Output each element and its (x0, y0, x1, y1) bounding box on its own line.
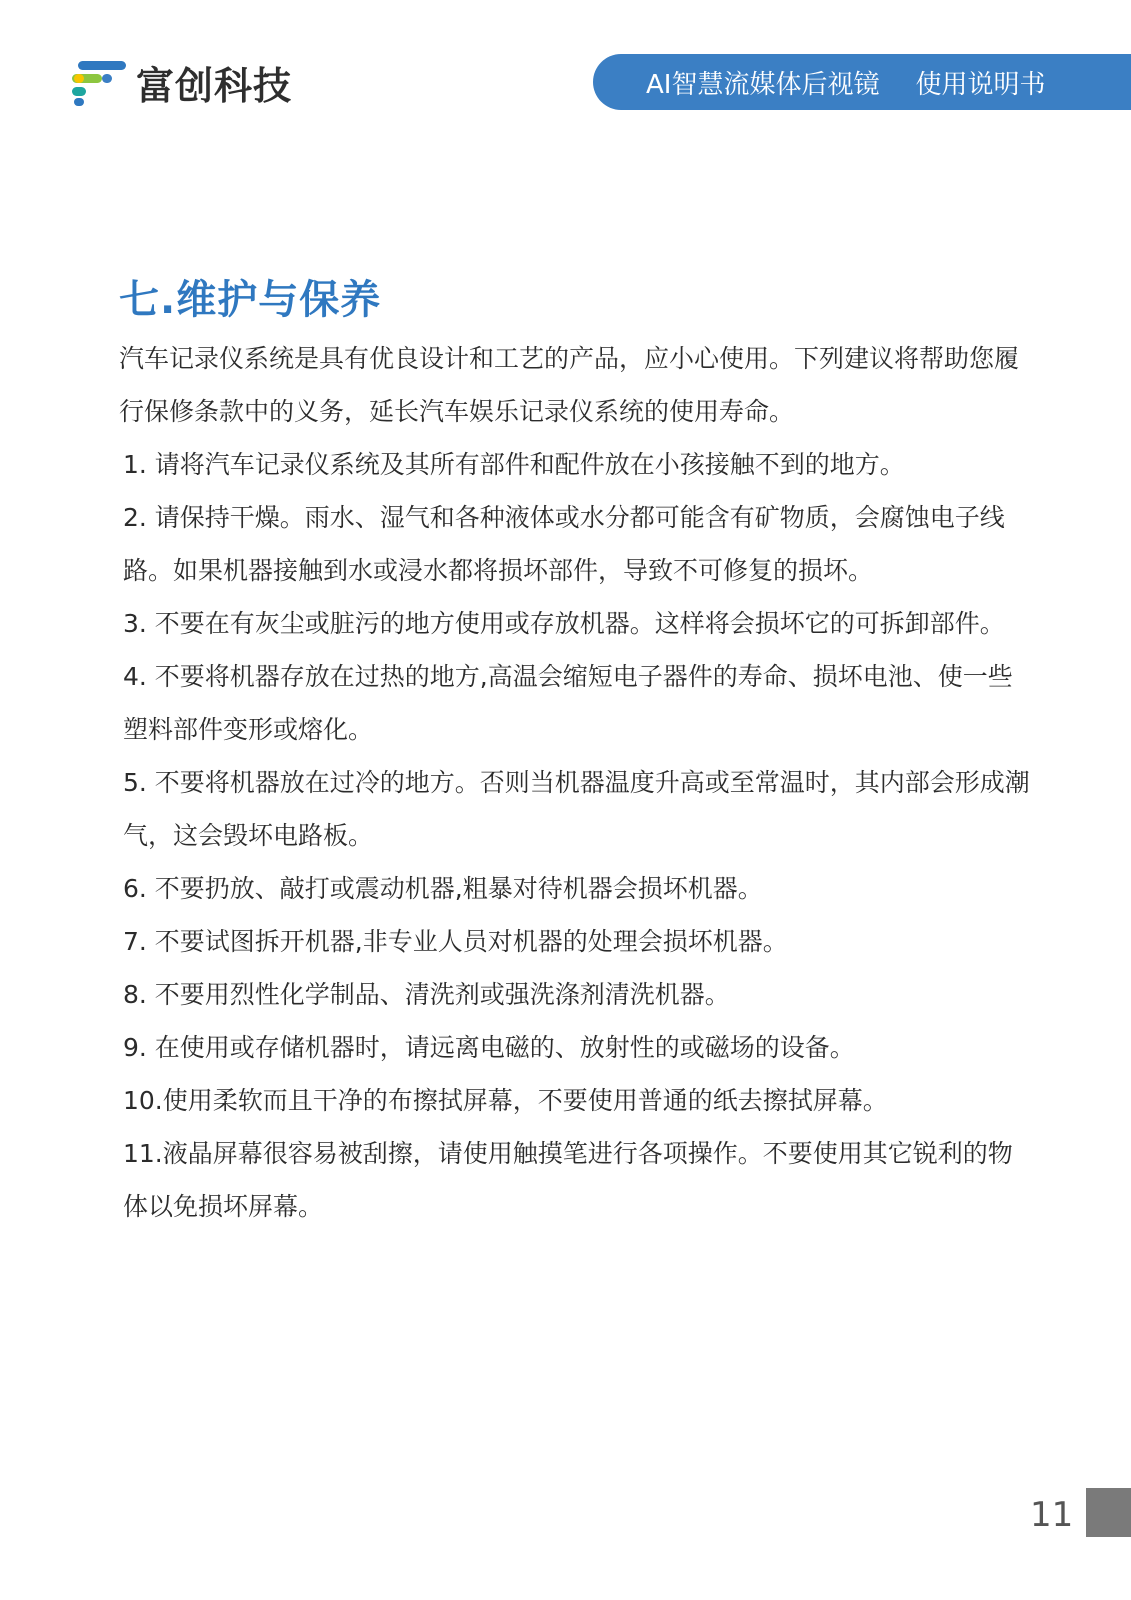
list-item: 4. 不要将机器存放在过热的地方,高温会缩短电子器件的寿命、损坏电池、使一些塑料部件变形或熔化。 (123, 662, 1013, 744)
brand-name: 富创科技 (136, 63, 293, 108)
list-item: 11.液晶屏幕很容易被刮擦，请使用触摸笔进行各项操作。不要使用其它锐利的物体以免损坏屏幕。 (123, 1139, 1013, 1221)
brand-logo-icon (68, 57, 130, 107)
header-banner (593, 54, 1131, 110)
section-title: 七.维护与保养 (119, 277, 382, 323)
product-name: AI智慧流媒体后视镜 (646, 69, 880, 100)
list-item: 7. 不要试图拆开机器,非专业人员对机器的处理会损坏机器。 (123, 927, 788, 956)
list-item: 6. 不要扔放、敲打或震动机器,粗暴对待机器会损坏机器。 (123, 874, 763, 903)
list-item: 8. 不要用烈性化学制品、清洗剂或强洗涤剂清洗机器。 (123, 980, 730, 1009)
page-marker-block (1086, 1488, 1131, 1537)
brand-logo (68, 52, 292, 112)
list-item: 5. 不要将机器放在过冷的地方。否则当机器温度升高或至常温时，其内部会形成潮气，这会毁坏电路板。 (123, 768, 1030, 850)
section-body (119, 332, 1034, 1233)
intro-paragraph: 汽车记录仪系统是具有优良设计和工艺的产品，应小心使用。下列建议将帮助您履行保修条款中的义务，延长汽车娱乐记录仪系统的使用寿命。 (119, 344, 1020, 426)
list-item: 1. 请将汽车记录仪系统及其所有部件和配件放在小孩接触不到的地方。 (123, 450, 905, 479)
list-item: 10.使用柔软而且干净的布擦拭屏幕，不要使用普通的纸去擦拭屏幕。 (123, 1086, 888, 1115)
list-item: 3. 不要在有灰尘或脏污的地方使用或存放机器。这样将会损坏它的可拆卸部件。 (123, 609, 1005, 638)
list-item: 2. 请保持干燥。雨水、湿气和各种液体或水分都可能含有矿物质，会腐蚀电子线路。如果机器接触到水或浸水都将损坏部件，导致不可修复的损坏。 (123, 503, 1005, 585)
document-type: 使用说明书 (915, 69, 1046, 100)
list-item: 9. 在使用或存储机器时，请远离电磁的、放射性的或磁场的设备。 (123, 1033, 855, 1062)
page-number: 11 (1030, 1495, 1074, 1535)
